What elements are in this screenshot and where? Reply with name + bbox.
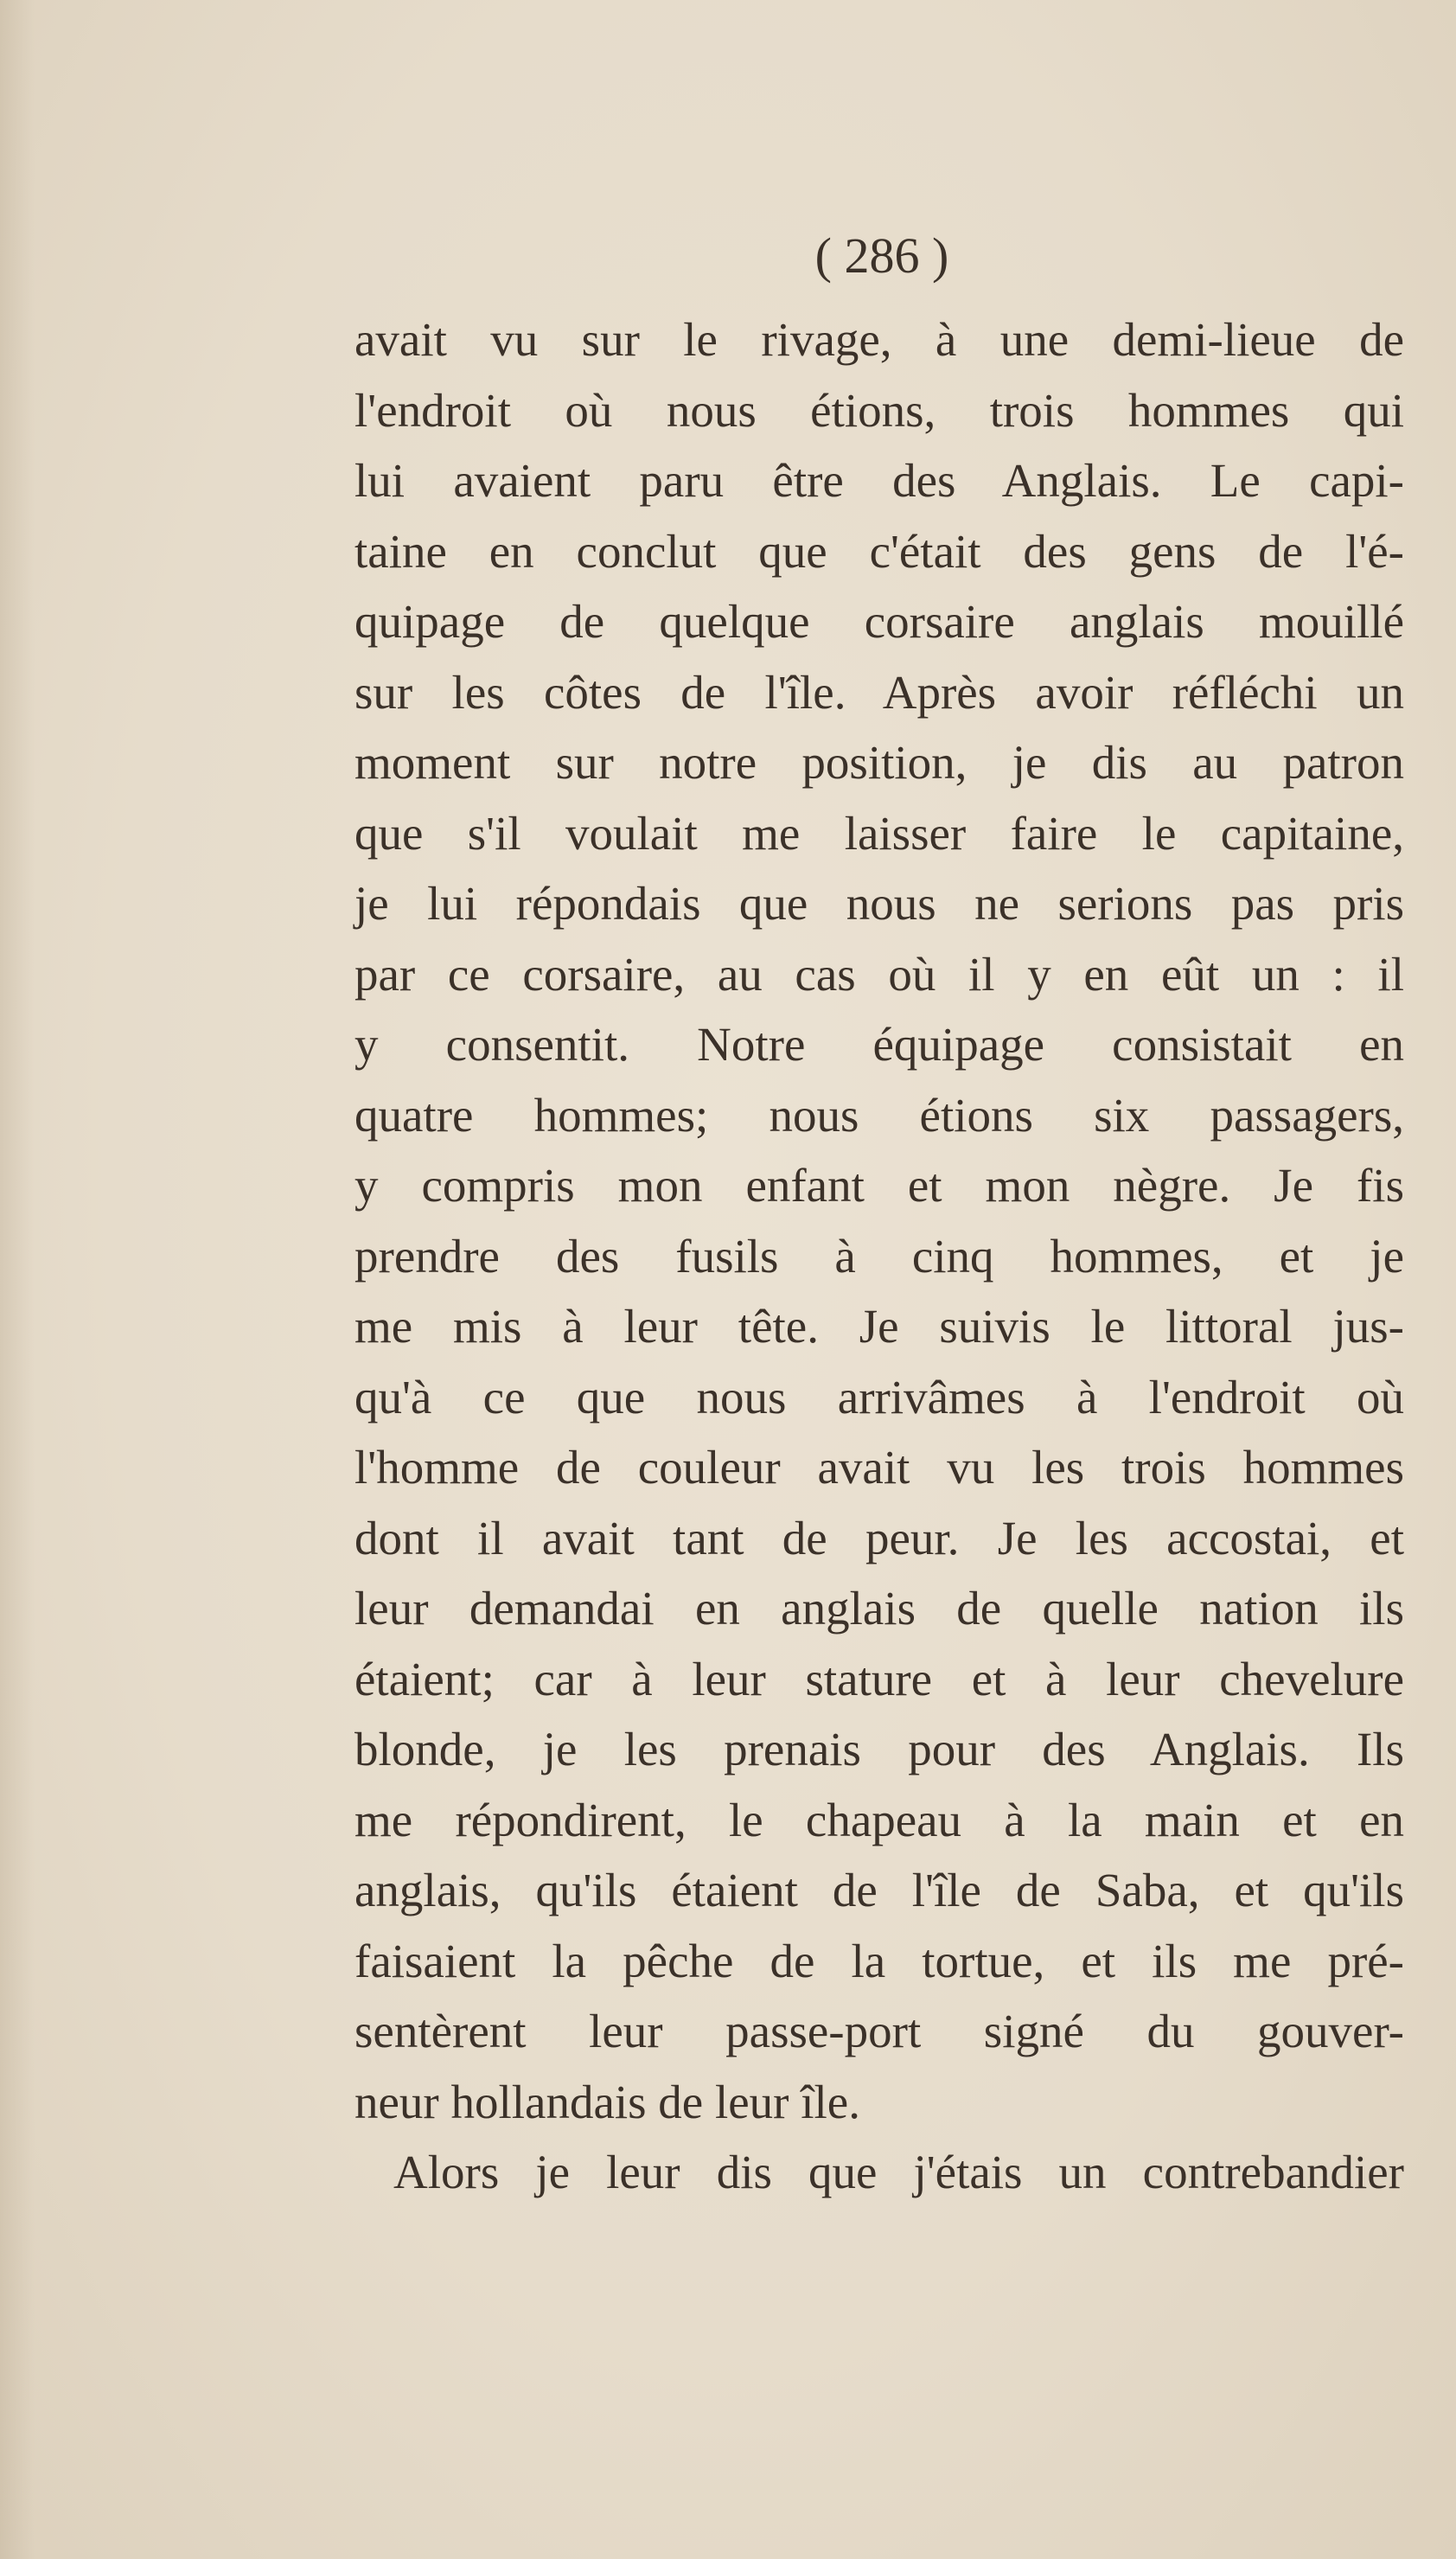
page-number: ( 286 ) bbox=[814, 227, 949, 284]
page-gutter-shadow bbox=[0, 0, 35, 2559]
text-line: moment sur notre position, je dis au patron bbox=[354, 736, 1404, 789]
text-line: anglais, qu'ils étaient de l'île de Saba, et qu'ils bbox=[354, 1864, 1404, 1916]
text-line: me mis à leur tête. Je suivis le littoral jus- bbox=[354, 1300, 1404, 1353]
text-line: sentèrent leur passe-port signé du gouver- bbox=[354, 2005, 1404, 2057]
text-line: l'homme de couleur avait vu les trois hommes bbox=[354, 1441, 1404, 1494]
text-line: que s'il voulait me laisser faire le capitaine, bbox=[354, 806, 1404, 860]
text-line: je lui répondais que nous ne serions pas pris bbox=[354, 877, 1404, 930]
text-line: avait vu sur le rivage, à une demi-lieue de bbox=[354, 313, 1404, 366]
text-line: prendre des fusils à cinq hommes, et je bbox=[354, 1229, 1404, 1283]
text-line: l'endroit où nous étions, trois hommes qui bbox=[354, 383, 1404, 437]
text-line: sur les côtes de l'île. Après avoir réfléchi un bbox=[354, 665, 1404, 719]
text-line: étaient; car à leur stature et à leur chevelure bbox=[354, 1652, 1404, 1705]
text-line: me répondirent, le chapeau à la main et en bbox=[354, 1793, 1404, 1846]
text-line: lui avaient paru être des Anglais. Le capi- bbox=[354, 454, 1404, 507]
text-line: quatre hommes; nous étions six passagers, bbox=[354, 1088, 1404, 1142]
text-line: leur demandai en anglais de quelle nation ils bbox=[354, 1582, 1404, 1635]
text-line: y consentit. Notre équipage consistait en bbox=[354, 1018, 1404, 1071]
text-line: blonde, je les prenais pour des Anglais. Ils bbox=[354, 1723, 1404, 1775]
paragraph-end-line: neur hollandais de leur île. bbox=[354, 2075, 860, 2128]
text-line: taine en conclut que c'était des gens de l'é- bbox=[354, 524, 1404, 578]
paragraph-start-line: Alors je leur dis que j'étais un contrebandier bbox=[393, 2146, 1404, 2198]
text-line: dont il avait tant de peur. Je les accostai, et bbox=[354, 1511, 1404, 1564]
body-text bbox=[354, 304, 1404, 2208]
text-line: qu'à ce que nous arrivâmes à l'endroit où bbox=[354, 1370, 1404, 1423]
text-line: par ce corsaire, au cas où il y en eût un : il bbox=[354, 947, 1404, 1001]
text-line: y compris mon enfant et mon nègre. Je fis bbox=[354, 1159, 1404, 1212]
text-line: faisaient la pêche de la tortue, et ils me pré- bbox=[354, 1934, 1404, 1987]
text-line: quipage de quelque corsaire anglais mouillé bbox=[354, 595, 1404, 648]
